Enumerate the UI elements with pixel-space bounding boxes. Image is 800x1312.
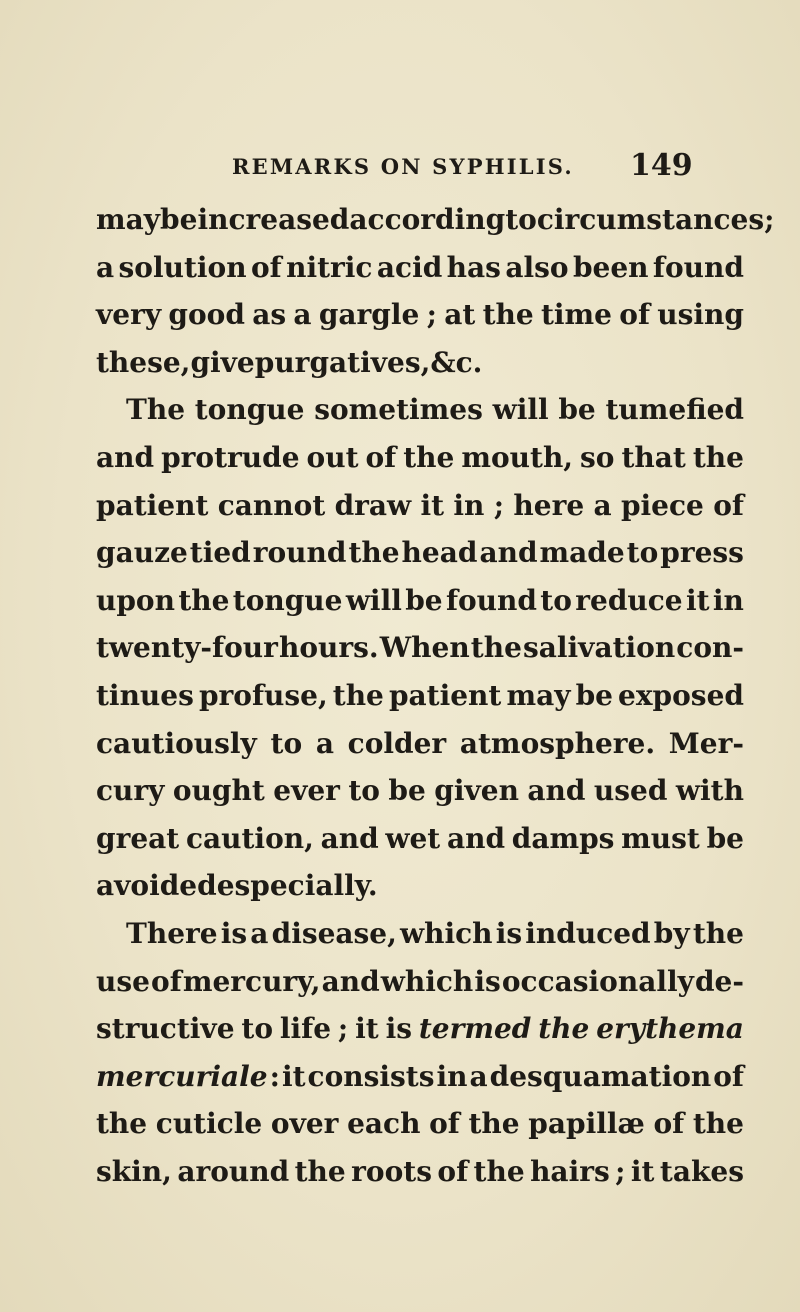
text-line: skin, around the roots of the hairs ; it takes bbox=[96, 1154, 744, 1188]
text-line: cury ought ever to be given and used with bbox=[96, 774, 744, 808]
text-line: structive to life ; it is termed the erythema bbox=[96, 1012, 744, 1046]
page-number: 149 bbox=[630, 148, 693, 183]
running-head bbox=[232, 148, 732, 188]
text-line: tinues profuse, the patient may be exposed bbox=[96, 678, 744, 712]
text-line: There is a disease, which is induced by the bbox=[126, 916, 744, 950]
text-line: avoided especially. bbox=[96, 869, 378, 903]
text-line: very good as a gargle ; at the time of using bbox=[96, 298, 744, 332]
running-title: REMARKS ON SYPHILIS. bbox=[232, 154, 574, 179]
text-line: twenty-four hours. When the salivation con- bbox=[96, 631, 744, 665]
text-line: these, give purgatives, &c. bbox=[96, 345, 483, 379]
text-line: use of mercury, and which is occasionally de- bbox=[96, 964, 744, 998]
text-line: The tongue sometimes will be tumefied bbox=[126, 393, 744, 427]
text-line: upon the tongue will be found to reduce it in bbox=[96, 583, 744, 617]
text-line: the cuticle over each of the papillæ of the bbox=[96, 1107, 744, 1141]
text-line: mercuriale : it consists in a desquamation of bbox=[96, 1059, 744, 1093]
text-line: patient cannot draw it in ; here a piece of bbox=[96, 488, 744, 522]
text-line: cautiously to a colder atmosphere. Mer- bbox=[96, 726, 744, 760]
body-text bbox=[96, 196, 775, 1195]
text-line: a solution of nitric acid has also been found bbox=[96, 250, 744, 284]
text-line: and protrude out of the mouth, so that the bbox=[96, 440, 744, 474]
text-line: may be increased according to circumstances ; bbox=[96, 203, 775, 236]
text-line: gauze tied round the head and made to press bbox=[96, 536, 744, 570]
text-line: great caution, and wet and damps must be bbox=[96, 821, 744, 855]
